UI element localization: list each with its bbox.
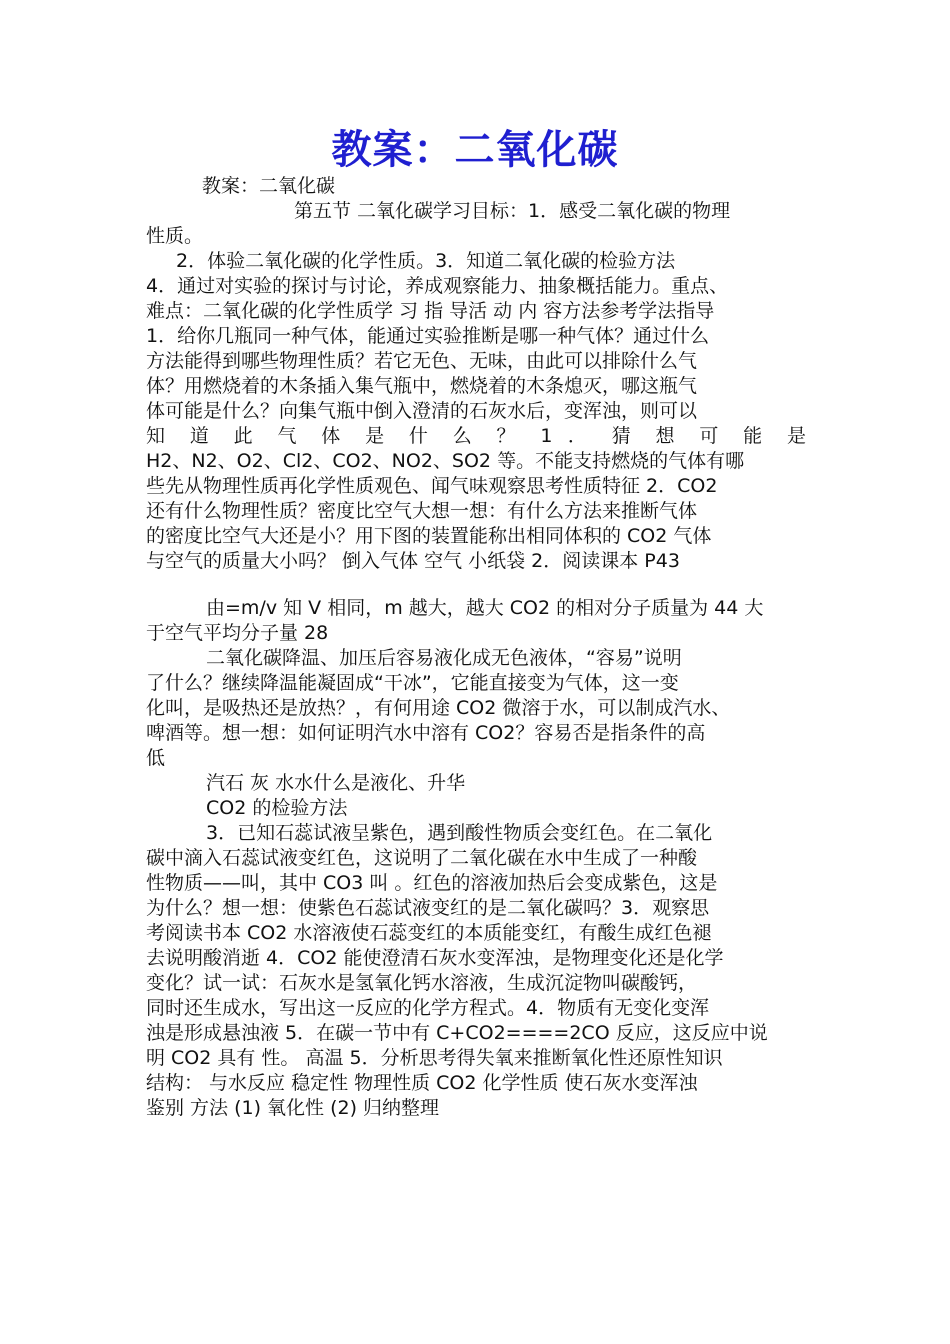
text-line: 第五节 二氧化碳学习目标：1．感受二氧化碳的物理 — [294, 200, 731, 222]
text-line: 二氧化碳降温、加压后容易液化成无色液体，“容易”说明 — [206, 647, 682, 669]
document-body — [146, 174, 806, 1121]
text-line: 明 CO2 具有 性。 高温 5．分析思考得失氧来推断氧化性还原性知识 — [146, 1047, 723, 1069]
text-line: 体？用燃烧着的木条插入集气瓶中，燃烧着的木条熄灭，哪这瓶气 — [146, 375, 698, 397]
text-line: 3．已知石蕊试液呈紫色，遇到酸性物质会变红色。在二氧化 — [206, 822, 713, 844]
text-line: 4．通过对实验的探讨与讨论，养成观察能力、抽象概括能力。重点、 — [146, 275, 729, 297]
text-line: 与空气的质量大小吗？ 倒入气体 空气 小纸袋 2．阅读课本 P43 — [146, 550, 680, 572]
document-title: 教案：二氧化碳 — [331, 126, 619, 173]
text-line: 鉴别 方法 (1) 氧化性 (2) 归纳整理 — [146, 1097, 440, 1119]
text-line: 些先从物理性质再化学性质观色、闻气味观察思考性质特征 2．CO2 — [146, 475, 718, 497]
paragraph-gap — [146, 574, 806, 596]
text-line: 还有什么物理性质？密度比空气大想一想：有什么方法来推断气体 — [146, 500, 698, 522]
text-line: 1．给你几瓶同一种气体，能通过实验推断是哪一种气体？通过什么 — [146, 325, 710, 347]
text-line: 低 — [146, 747, 166, 769]
text-line: 考阅读书本 CO2 水溶液使石蕊变红的本质能变红，有酸生成红色褪 — [146, 922, 712, 944]
text-line: 汽石 灰 水水什么是液化、升华 — [206, 772, 466, 794]
text-line: 2．体验二氧化碳的化学性质。3．知道二氧化碳的检验方法 — [176, 250, 676, 272]
text-line: 碳中滴入石蕊试液变红色，这说明了二氧化碳在水中生成了一种酸 — [146, 847, 698, 869]
text-line: 结构： 与水反应 稳定性 物理性质 CO2 化学性质 使石灰水变浑浊 — [146, 1072, 698, 1094]
text-line: 为什么？想一想：使紫色石蕊试液变红的是二氧化碳吗？3．观察思 — [146, 897, 710, 919]
text-line: 变化？试一试：石灰水是氢氧化钙水溶液，生成沉淀物叫碳酸钙， — [146, 972, 698, 994]
text-line: 的密度比空气大还是小？用下图的装置能称出相同体积的 CO2 气体 — [146, 525, 712, 547]
text-line: 方法能得到哪些物理性质？若它无色、无味，由此可以排除什么气 — [146, 350, 698, 372]
text-line: 性物质——叫，其中 CO3 叫 。红色的溶液加热后会变成紫色，这是 — [146, 872, 718, 894]
text-line: 了什么？继续降温能凝固成“干冰”，它能直接变为气体，这一变 — [146, 672, 679, 694]
text-line: 同时还生成水，写出这一反应的化学方程式。4．物质有无变化变浑 — [146, 997, 710, 1019]
text-line: 体可能是什么？向集气瓶中倒入澄清的石灰水后，变浑浊，则可以 — [146, 400, 698, 422]
text-line: 于空气平均分子量 28 — [146, 622, 329, 644]
text-line: CO2 的检验方法 — [206, 797, 348, 819]
text-line: H2、N2、O2、Cl2、CO2、NO2、SO2 等。不能支持燃烧的气体有哪 — [146, 450, 745, 472]
text-line: 难点：二氧化碳的化学性质学 习 指 导活 动 内 容方法参考学法指导 — [146, 300, 715, 322]
text-line: 去说明酸消逝 4．CO2 能使澄清石灰水变浑浊，是物理变化还是化学 — [146, 947, 724, 969]
text-line: 教案：二氧化碳 — [202, 175, 336, 197]
text-line: 由=m/v 知 V 相同，m 越大，越大 CO2 的相对分子质量为 44 大 — [206, 597, 764, 619]
text-line: 浊是形成悬浊液 5．在碳一节中有 C+CO2====2CO 反应，这反应中说 — [146, 1022, 768, 1044]
text-line: 知 道 此 气 体 是 什 么 ？ 1 ． 猜 想 可 能 是 — [146, 425, 806, 447]
text-line: 啤酒等。想一想：如何证明汽水中溶有 CO2？容易否是指条件的高 — [146, 722, 706, 744]
text-line: 性质。 — [146, 225, 204, 247]
text-line: 化叫，是吸热还是放热？，有何用途 CO2 微溶于水，可以制成汽水、 — [146, 697, 731, 719]
